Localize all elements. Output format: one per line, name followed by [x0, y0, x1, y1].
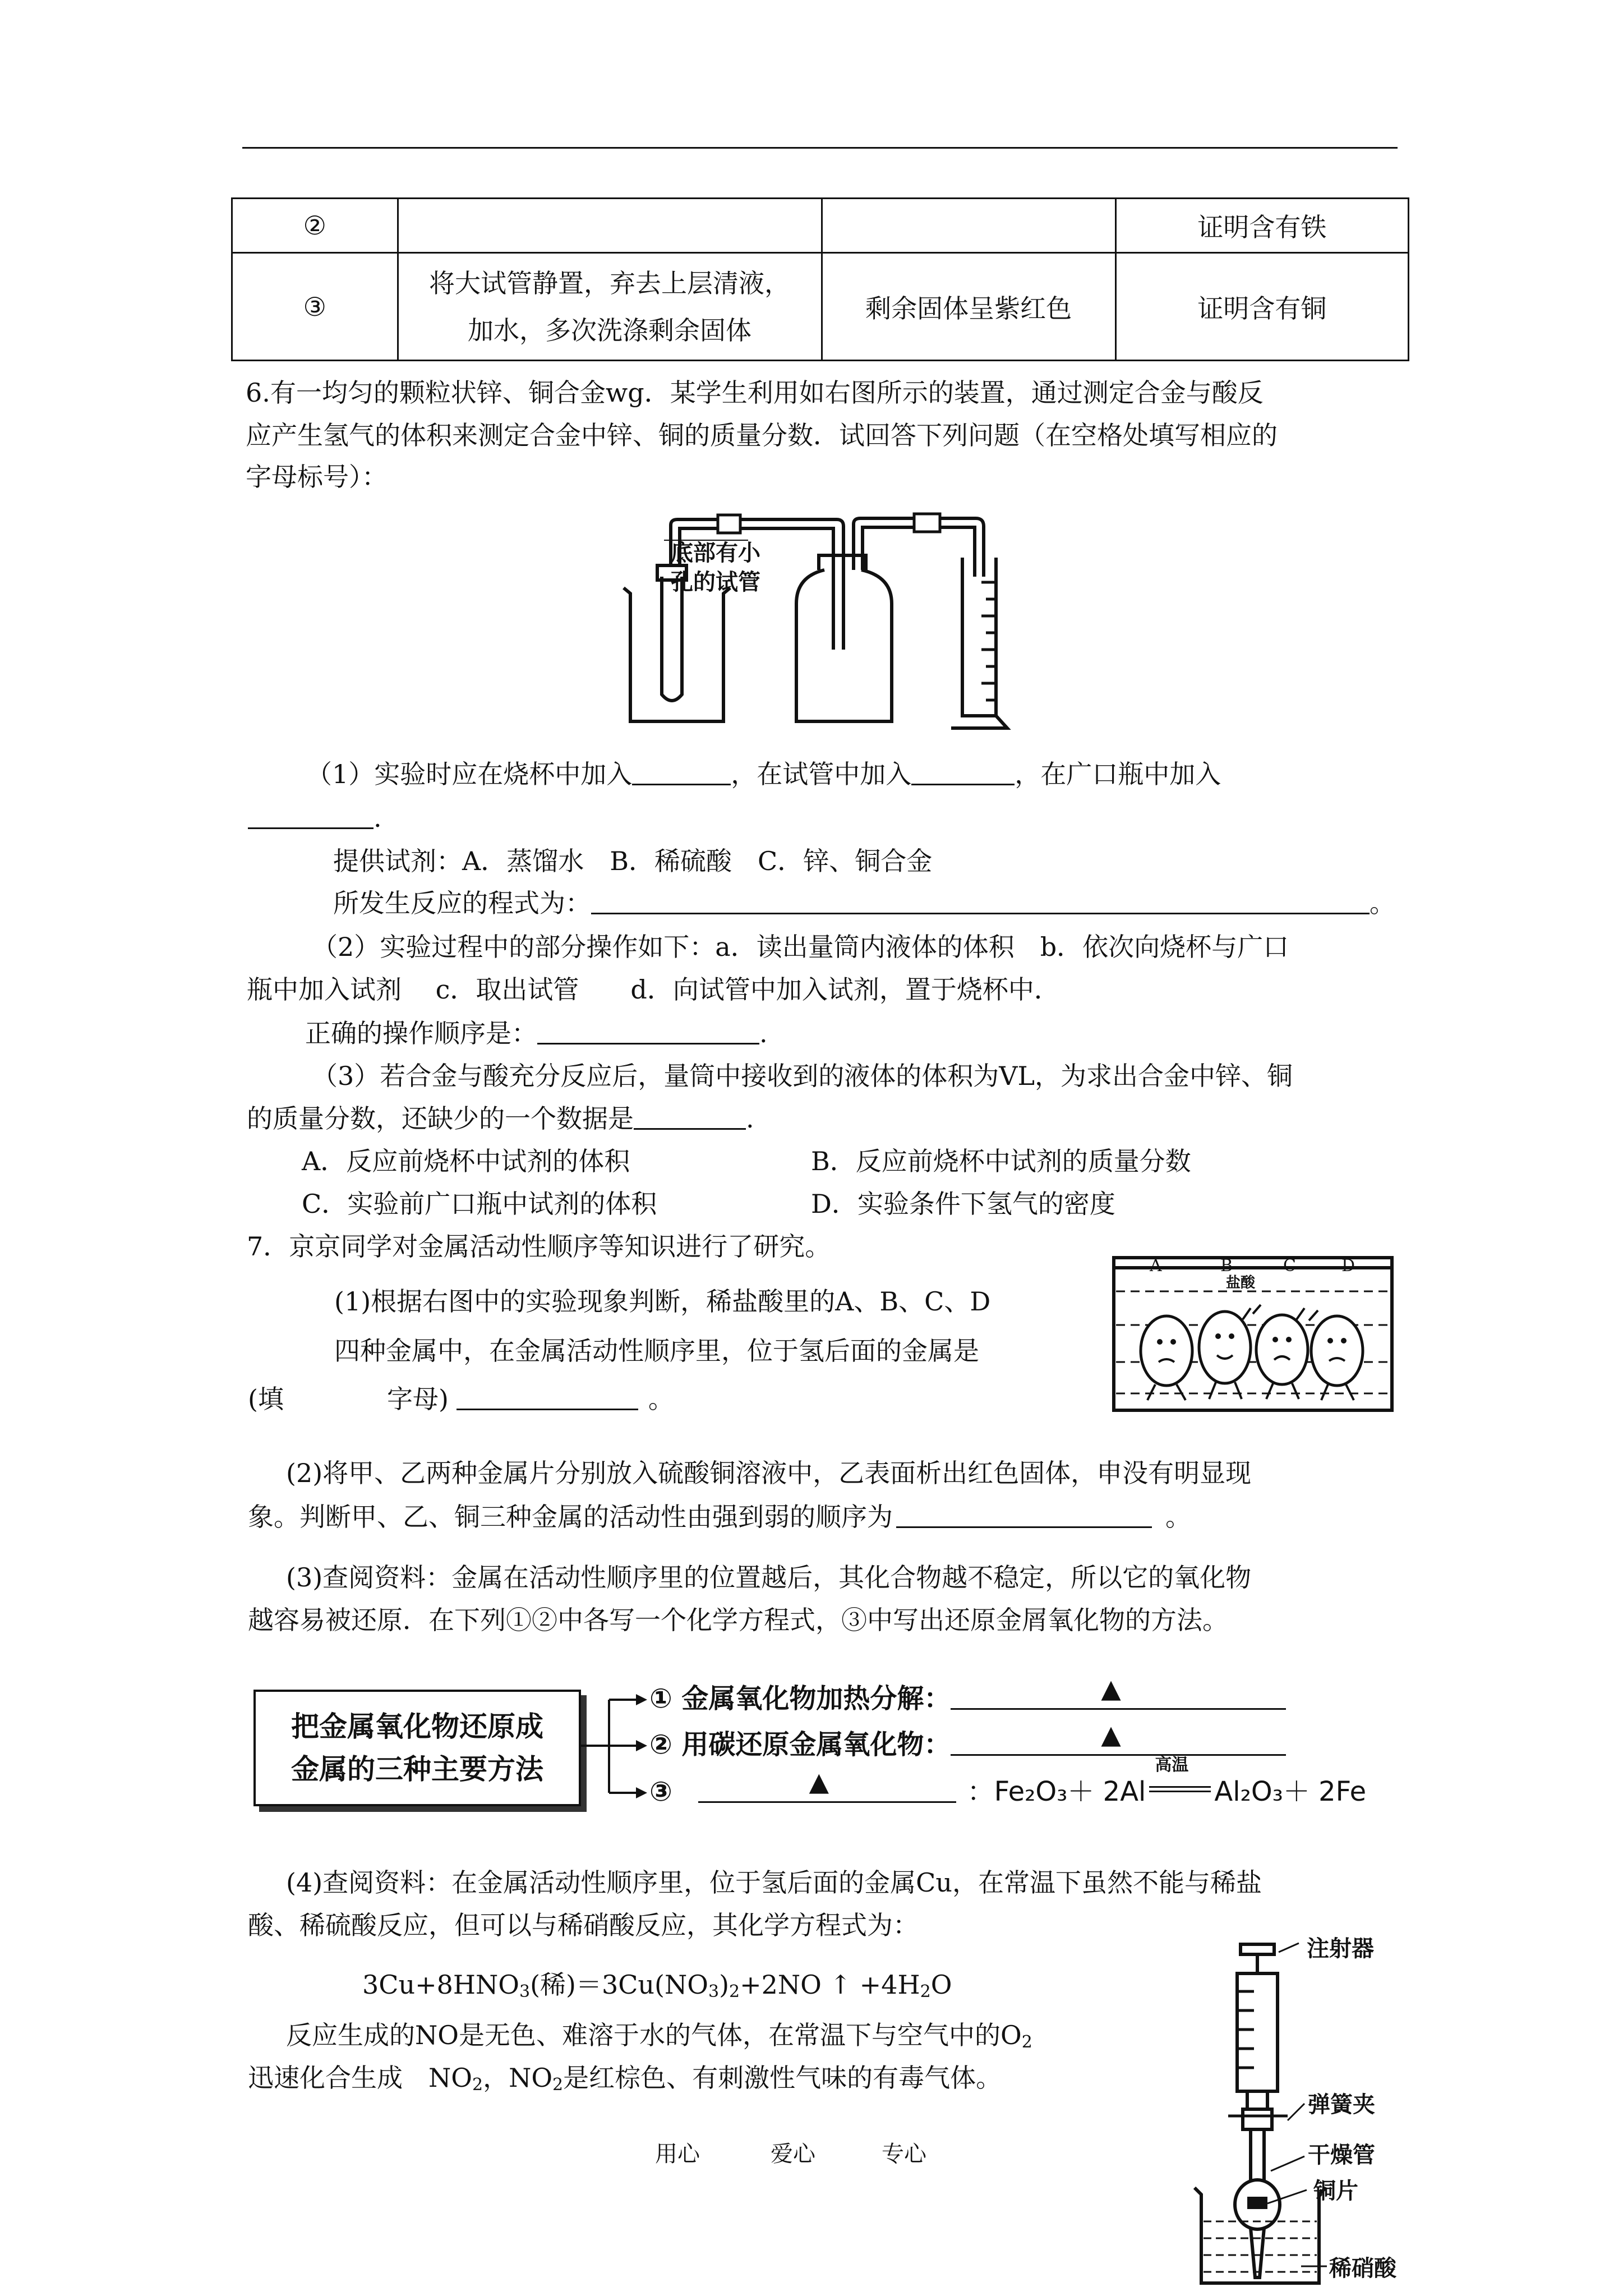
operation-line: 加水，多次洗涤剩余固体 — [468, 315, 752, 346]
method-1-text: ① 金属氧化物加热分解： — [649, 1683, 951, 1714]
methods-connector-arrows — [581, 1688, 648, 1806]
q6-equation-end: 。 — [1370, 888, 1395, 918]
footer-text-2: 爱心 — [771, 2141, 815, 2167]
q7-part3-line: 越容易被还原．在下列①②中各写一个化学方程式，③中写出还原金屑氧化物的方法。 — [248, 1605, 1228, 1635]
q6-equation — [333, 882, 1395, 924]
table-cell-operation — [398, 199, 822, 253]
table-cell-phenomenon — [822, 199, 1115, 253]
triangle-icon: ▲ — [809, 1766, 829, 1797]
table-row — [232, 199, 1409, 253]
answer-blank-missing-data[interactable] — [634, 1106, 746, 1130]
q7-part1-line: 四种金属中，在金属活动性顺序里，位于氢后面的金属是 — [334, 1336, 979, 1366]
q6-part3-line2 — [247, 1097, 754, 1140]
q7-part5-text: 迅速化合生成 NO — [248, 2063, 472, 2093]
label-nitric-acid: 稀硝酸 — [1329, 2256, 1396, 2281]
q6-option-a: A．反应前烧杯中试剂的体积 — [302, 1146, 630, 1176]
q6-part1-end-text: . — [374, 803, 382, 833]
method-3 — [649, 1755, 1367, 1813]
test-tube-label — [671, 539, 760, 597]
q6-option-b: B．反应前烧杯中试剂的质量分数 — [811, 1146, 1191, 1176]
reaction-condition — [1149, 1755, 1211, 1801]
answer-blank-bottle[interactable] — [248, 805, 374, 829]
q6-part3-line: （3）若合金与酸充分反应后，量筒中接收到的液体的体积为VL，为求出合金中锌、铜 — [312, 1061, 1293, 1091]
q6-part1-end — [248, 797, 382, 839]
copper-nitric-equation: $3Cu+8HNO_3$(稀)$=3Cu(NO_3)_2+2NO$ ↑ $+4H_2O$ — [362, 1970, 952, 2001]
methods-box-line: 金属的三种主要方法 — [291, 1753, 543, 1786]
q7-fill-text: 字母) — [386, 1384, 449, 1414]
metal-label-c: C — [1283, 1256, 1296, 1276]
method-2-text: ② 用碳还原金属氧化物： — [649, 1729, 951, 1760]
answer-blank-equation[interactable] — [591, 890, 1370, 914]
table-row — [232, 253, 1409, 361]
label-clamp: 弹簧夹 — [1308, 2092, 1375, 2118]
q6-part1-text: ，在试管中加入 — [731, 759, 912, 789]
triangle-icon: ▲ — [1101, 1719, 1121, 1750]
q7-part5-text: 是红棕色、有刺激性气味的有毒气体。 — [563, 2063, 1002, 2093]
q7-part2-end: 。 — [1165, 1502, 1191, 1532]
q7-part5-line2: 迅速化合生成 $NO_2$，$NO_2$是红棕色、有刺激性气味的有毒气体。 — [248, 2063, 1002, 2095]
method-3-text: ③ — [649, 1776, 672, 1807]
table-cell-step: ③ — [232, 253, 398, 361]
methods-box-line: 把金属氧化物还原成 — [291, 1710, 543, 1743]
q7-part5-line: 反应生成的NO是无色、难溶于水的气体，在常温下与空气中的$O_2$ — [286, 2020, 1032, 2052]
q6-option-d: D．实验条件下氢气的密度 — [811, 1189, 1115, 1219]
experiment-table — [231, 197, 1409, 361]
q7-part1-line3 — [248, 1378, 674, 1420]
test-tube-label-line: 孔的试管 — [671, 569, 760, 595]
q6-order — [305, 1012, 768, 1055]
q7-part4-line: 酸、稀硫酸反应，但可以与稀硝酸反应，其化学方程式为： — [248, 1910, 919, 1940]
q6-part2-line: 瓶中加入试剂 c．取出试管 d．向试管中加入试剂，置于烧杯中． — [247, 974, 1060, 1005]
q6-order-end: . — [759, 1018, 768, 1048]
metal-label-a: A — [1150, 1256, 1162, 1276]
q7-part2-line: (2)将甲、乙两种金属片分别放入硫酸铜溶液中，乙表面析出红色固体，申没有明显现 — [286, 1458, 1252, 1488]
q7-intro: 7．京京同学对金属活动性顺序等知识进行了研究。 — [247, 1231, 831, 1262]
operation-line: 将大试管静置，弃去上层清液， — [429, 268, 791, 298]
test-tube-label-line: 底部有小 — [671, 540, 760, 566]
label-drying-tube: 干燥管 — [1308, 2142, 1375, 2168]
q7-part3-line: (3)查阅资料：金属在活动性顺序里的位置越后，其化合物越不稳定，所以它的氧化物 — [286, 1562, 1252, 1593]
table-cell-phenomenon: 剩余固体呈紫红色 — [822, 253, 1115, 361]
methods-box — [253, 1690, 581, 1806]
q7-part1-line: (1)根据右图中的实验现象判断，稀盐酸里的A、B、C、D — [334, 1286, 991, 1317]
answer-blank-test-tube[interactable] — [911, 761, 1015, 785]
q6-option-c: C．实验前广口瓶中试剂的体积 — [302, 1189, 657, 1219]
reaction3-right: Al₂O₃＋ 2Fe — [1214, 1776, 1367, 1807]
q6-part3-end: . — [746, 1103, 754, 1134]
label-copper: 铜片 — [1313, 2178, 1358, 2204]
q6-intro-line: 字母标号）： — [246, 462, 388, 492]
reaction-condition-text: 高温 — [1155, 1755, 1189, 1775]
q7-part4-line: (4)查阅资料：在金属活动性顺序里，位于氢后面的金属Cu，在常温下虽然不能与稀盐 — [286, 1867, 1262, 1898]
q6-part3-text: 的质量分数，还缺少的一个数据是 — [247, 1103, 634, 1134]
answer-blank-method-3[interactable] — [698, 1766, 956, 1803]
acid-label: 盐酸 — [1226, 1274, 1256, 1291]
reaction3-left: ：Fe₂O₃＋ 2Al — [967, 1776, 1146, 1807]
q6-part2-line: （2）实验过程中的部分操作如下：a．读出量筒内液体的体积 b．依次向烧杯与广口 — [312, 932, 1289, 962]
footer-text-3: 专心 — [882, 2141, 926, 2167]
q6-intro-line: 应产生氢气的体积来测定合金中锌、铜的质量分数．试回答下列问题（在空格处填写相应的 — [246, 420, 1278, 450]
answer-blank-order[interactable] — [537, 1020, 759, 1045]
answer-blank-activity-order[interactable] — [896, 1504, 1152, 1528]
q6-part1-text: （1）实验时应在烧杯中加入 — [306, 759, 633, 789]
answer-blank-beaker[interactable] — [632, 761, 731, 785]
q7-part1-end: 。 — [648, 1384, 674, 1414]
q6-order-label: 正确的操作顺序是： — [305, 1018, 537, 1048]
q7-part5-text: ，NO — [483, 2063, 553, 2093]
table-cell-conclusion: 证明含有铜 — [1115, 253, 1408, 361]
metal-label-d: D — [1341, 1256, 1355, 1276]
metal-label-b: B — [1220, 1256, 1233, 1276]
q6-reagents: 提供试剂：A．蒸馏水 B．稀硫酸 C．锌、铜合金 — [333, 846, 933, 876]
table-cell-conclusion: 证明含有铁 — [1115, 199, 1408, 253]
q6-part1 — [306, 753, 1221, 795]
q6-equation-label: 所发生反应的程式为： — [333, 888, 591, 918]
table-cell-step: ② — [232, 199, 398, 253]
q7-part5-text: 反应生成的NO是无色、难溶于水的气体，在常温下与空气中的O — [286, 2020, 1022, 2050]
method-1 — [649, 1673, 1286, 1720]
footer-text-1: 用心 — [655, 2141, 700, 2167]
triangle-icon: ▲ — [1101, 1673, 1121, 1704]
table-cell-operation — [398, 253, 822, 361]
q7-part2-line2 — [248, 1496, 1191, 1538]
q7-fill-text: (填 — [248, 1384, 284, 1414]
answer-blank-method-1[interactable] — [951, 1673, 1286, 1710]
header-rule — [242, 147, 1398, 149]
q6-intro-line: 6.有一均匀的颗粒状锌、铜合金wg．某学生利用如右图所示的装置，通过测定合金与酸反 — [246, 378, 1264, 408]
answer-blank-method-2[interactable] — [951, 1719, 1286, 1756]
method-2 — [649, 1719, 1286, 1766]
answer-blank-metals[interactable] — [457, 1386, 638, 1410]
label-syringe: 注射器 — [1307, 1936, 1374, 1962]
q6-part1-text: ，在广口瓶中加入 — [1015, 759, 1221, 789]
q7-part2-text: 象。判断甲、乙、铜三种金属的活动性由强到弱的顺序为 — [248, 1502, 893, 1532]
